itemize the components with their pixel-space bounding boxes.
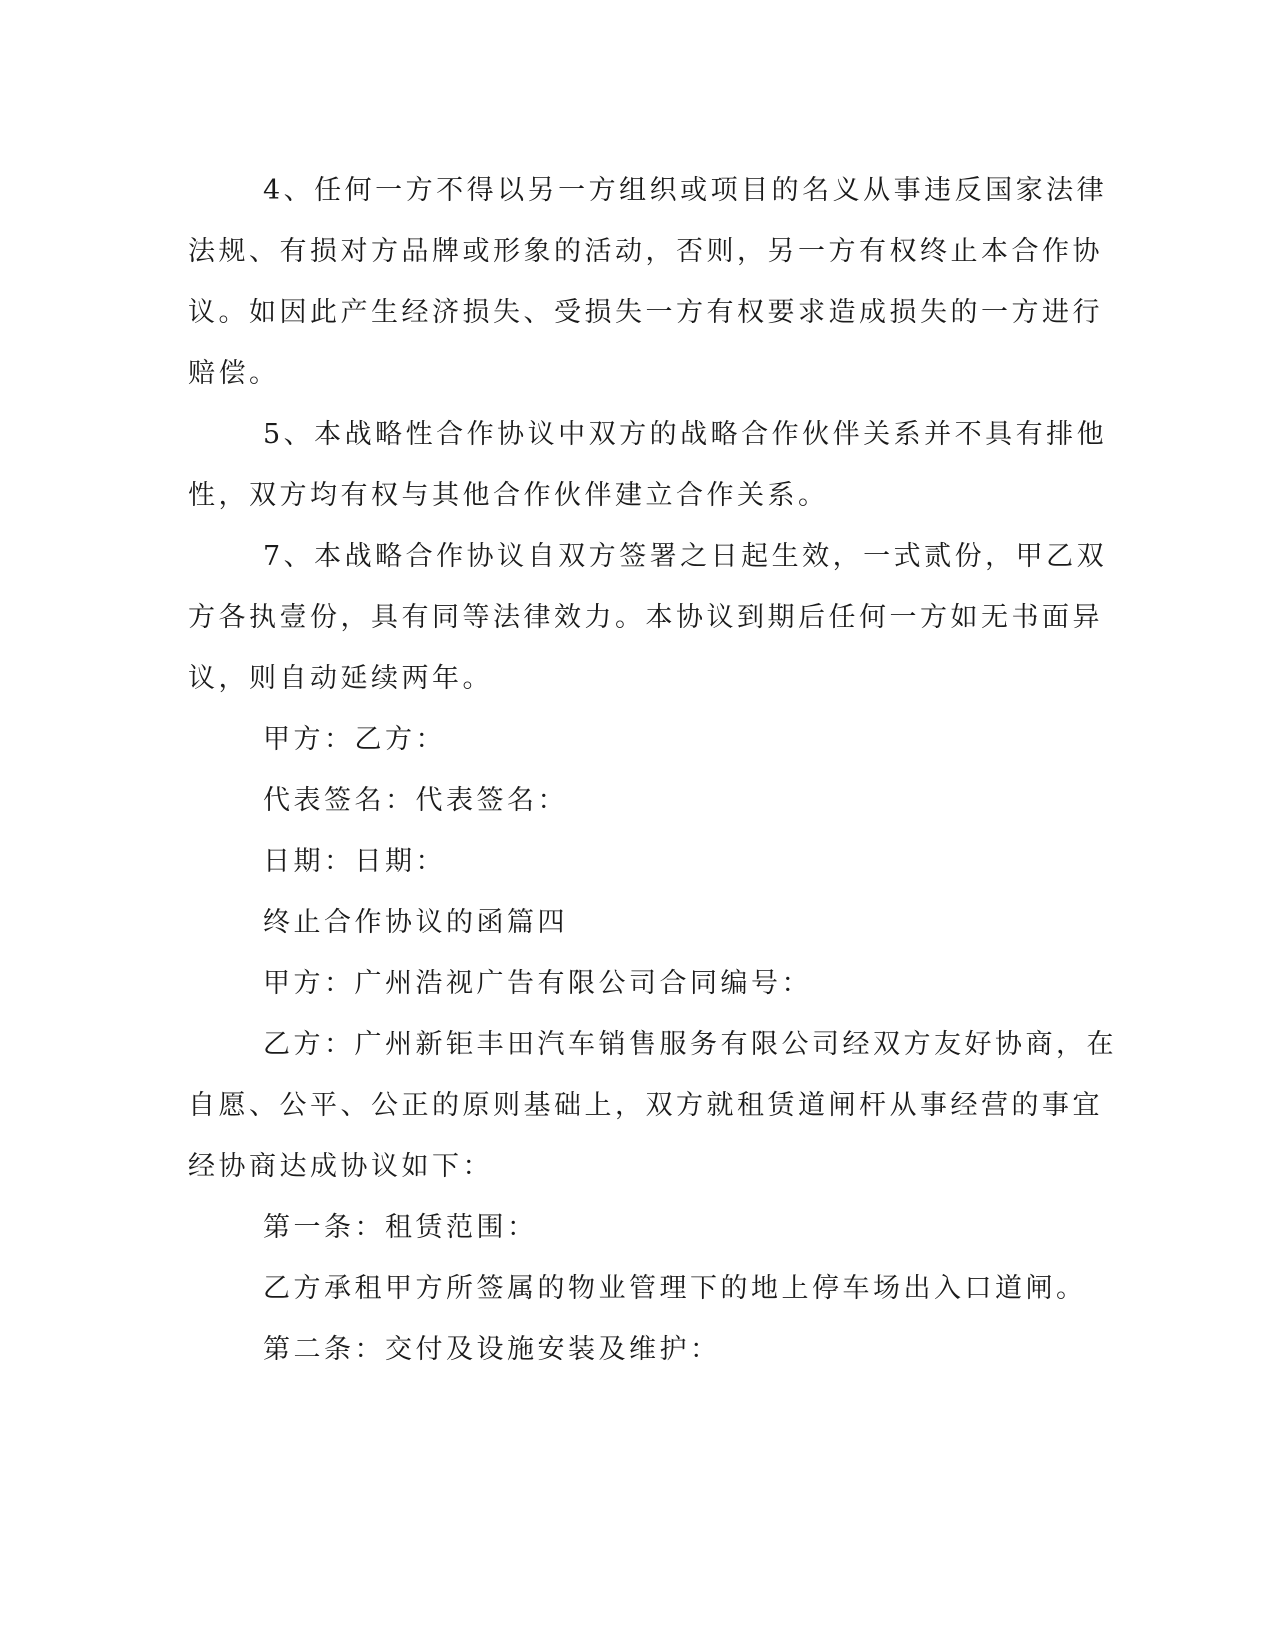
signature-parties: 甲方：乙方： (263, 724, 446, 755)
article-2-heading: 第二条：交付及设施安装及维护： (263, 1334, 721, 1365)
clause-5-line-1: 5、本战略性合作协议中双方的战略合作伙伴关系并不具有排他 (263, 419, 1108, 450)
clause-7-line-1: 7、本战略合作协议自双方签署之日起生效，一式贰份，甲乙双 (263, 541, 1108, 572)
clause-7-line-3: 议，则自动延续两年。 (188, 663, 493, 694)
clause-7-line-2: 方各执壹份，具有同等法律效力。本协议到期后任何一方如无书面异 (188, 602, 1103, 633)
party-b-line-1: 乙方：广州新钜丰田汽车销售服务有限公司经双方友好协商，在 (263, 1029, 1117, 1060)
clause-4-line-2: 法规、有损对方品牌或形象的活动，否则，另一方有权终止本合作协 (188, 236, 1103, 267)
article-1-body: 乙方承租甲方所签属的物业管理下的地上停车场出入口道闸。 (263, 1273, 1087, 1304)
signature-dates: 日期：日期： (263, 846, 446, 877)
document-page (188, 160, 1117, 1380)
article-1-heading: 第一条：租赁范围： (263, 1212, 538, 1243)
clause-4-line-4: 赔偿。 (188, 358, 280, 389)
party-b-line-3: 经协商达成协议如下： (188, 1151, 493, 1182)
clause-5-line-2: 性，双方均有权与其他合作伙伴建立合作关系。 (188, 480, 829, 511)
clause-4-line-1: 4、任何一方不得以另一方组织或项目的名义从事违反国家法律 (263, 175, 1108, 206)
clause-4-line-3: 议。如因此产生经济损失、受损失一方有权要求造成损失的一方进行 (188, 297, 1103, 328)
party-b-line-2: 自愿、公平、公正的原则基础上，双方就租赁道闸杆从事经营的事宜 (188, 1090, 1103, 1121)
signature-representatives: 代表签名：代表签名： (263, 785, 568, 816)
section-heading: 终止合作协议的函篇四 (263, 907, 568, 938)
party-a-line: 甲方：广州浩视广告有限公司合同编号： (263, 968, 812, 999)
